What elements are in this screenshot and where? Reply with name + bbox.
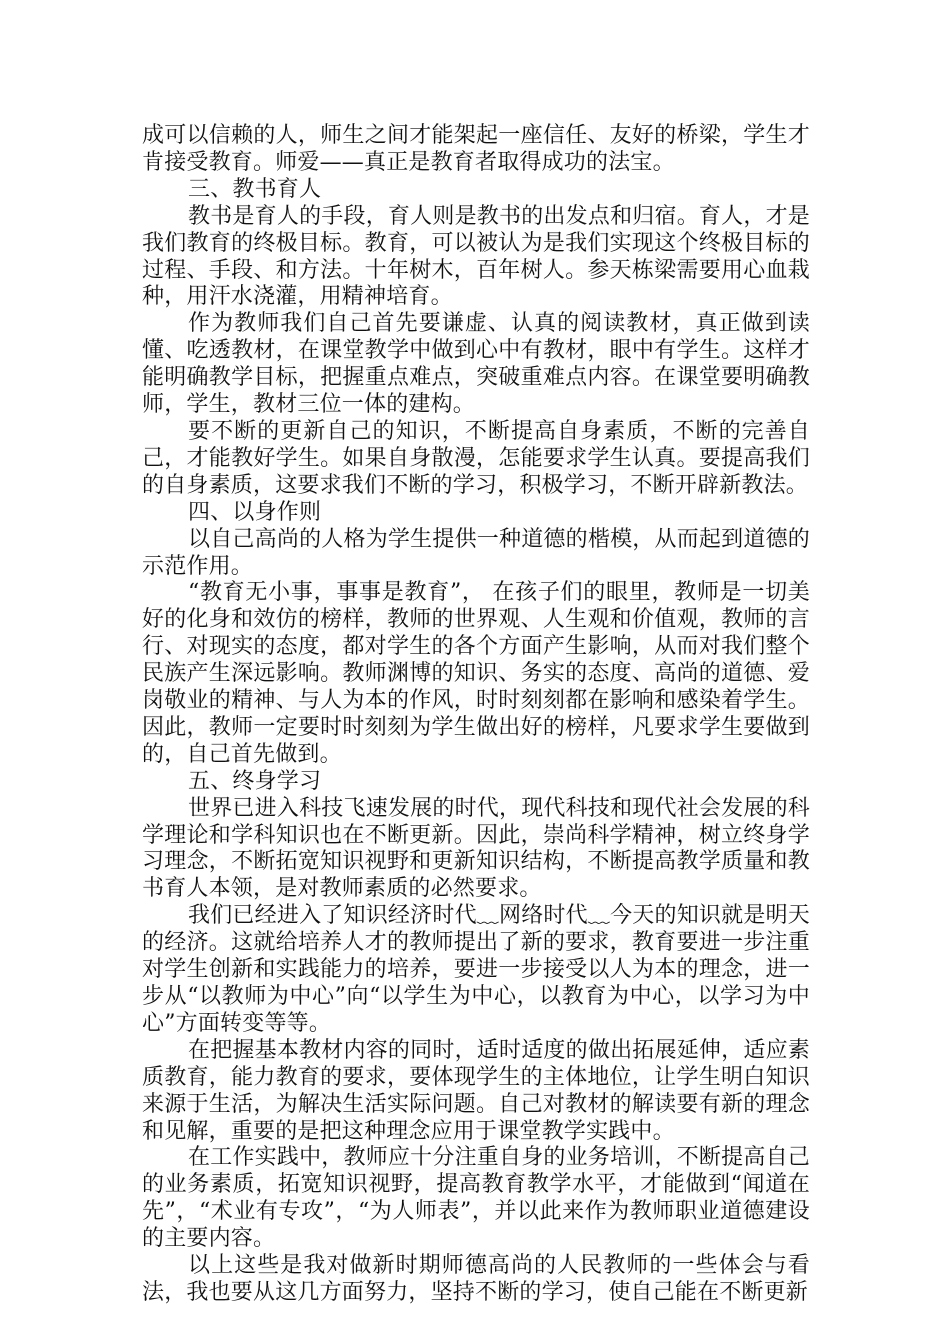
section-heading-5: 五、终身学习: [188, 768, 322, 794]
paragraph-continuation: 成可以信赖的人，师生之间才能架起一座信任、友好的桥梁，学生才肯接受教育。师爱——真正是教育者取得成功的法宝。: [142, 123, 810, 175]
paragraph: 要不断的更新自己的知识，不断提高自身素质，不断的完善自己，才能教好学生。如果自身散漫，怎能要求学生认真。要提高我们的自身素质，这要求我们不断的学习，积极学习，不断开辟新教法。: [142, 418, 810, 498]
document-page: [142, 123, 810, 1307]
paragraph: 作为教师我们自己首先要谦虚、认真的阅读教材，真正做到读懂、吃透教材，在课堂教学中做到心中有教材，眼中有学生。这样才能明确教学目标，把握重点难点，突破重难点内容。在课堂要明确教师，学生，教材三位一体的建构。: [142, 311, 810, 418]
paragraph: 以自己高尚的人格为学生提供一种道德的楷模，从而起到道德的示范作用。: [142, 526, 810, 579]
section-heading-3: 三、教书育人: [188, 176, 322, 202]
paragraph: 在把握基本教材内容的同时，适时适度的做出拓展延伸，适应素质教育，能力教育的要求，要体现学生的主体地位，让学生明白知识来源于生活，为解决生活实际问题。自己对教材的解读要有新的理念和见解，重要的是把这种理念应用于课堂教学实践中。: [142, 1037, 810, 1144]
section-heading-4: 四、以身作则: [188, 499, 322, 525]
paragraph: 世界已进入科技飞速发展的时代，现代科技和现代社会发展的科学理论和学科知识也在不断更新。因此，崇尚科学精神，树立终身学习理念，不断拓宽知识视野和更新知识结构，不断提高教学质量和教书育人本领，是对教师素质的必然要求。: [142, 795, 810, 902]
paragraph: 在工作实践中，教师应十分注重自身的业务培训，不断提高自己的业务素质，拓宽知识视野，提高教育教学水平，才能做到“闻道在先”，“术业有专攻”，“为人师表”，并以此来作为教师职业道德建设的主要内容。: [142, 1145, 810, 1252]
paragraph: 以上这些是我对做新时期师德高尚的人民教师的一些体会与看法，我也要从这几方面努力，坚持不断的学习，使自己能在不断更新: [142, 1253, 810, 1305]
paragraph: 我们已经进入了知识经济时代﹏网络时代﹏今天的知识就是明天的经济。这就给培养人才的教师提出了新的要求，教育要进一步注重对学生创新和实践能力的培养，要进一步接受以人为本的理念，进一步从“以教师为中心”向“以学生为中心，以教育为中心，以学习为中心”方面转变等等。: [142, 903, 810, 1036]
paragraph: 教书是育人的手段，育人则是教书的出发点和归宿。育人，才是我们教育的终极目标。教育，可以被认为是我们实现这个终极目标的过程、手段、和方法。十年树木，百年树人。参天栋梁需要用心血栽种，用汗水浇灌，用精神培育。: [142, 203, 810, 310]
paragraph: “教育无小事，事事是教育”， 在孩子们的眼里，教师是一切美好的化身和效仿的榜样，教师的世界观、人生观和价值观，教师的言行、对现实的态度，都对学生的各个方面产生影响，从而对我们整个民族产生深远影响。教师渊博的知识、务实的态度、高尚的道德、爱岗敬业的精神、与人为本的作风，时时刻刻都在影响和感染着学生。因此，教师一定要时时刻刻为学生做出好的榜样，凡要求学生要做到的，自己首先做到。: [142, 580, 810, 767]
